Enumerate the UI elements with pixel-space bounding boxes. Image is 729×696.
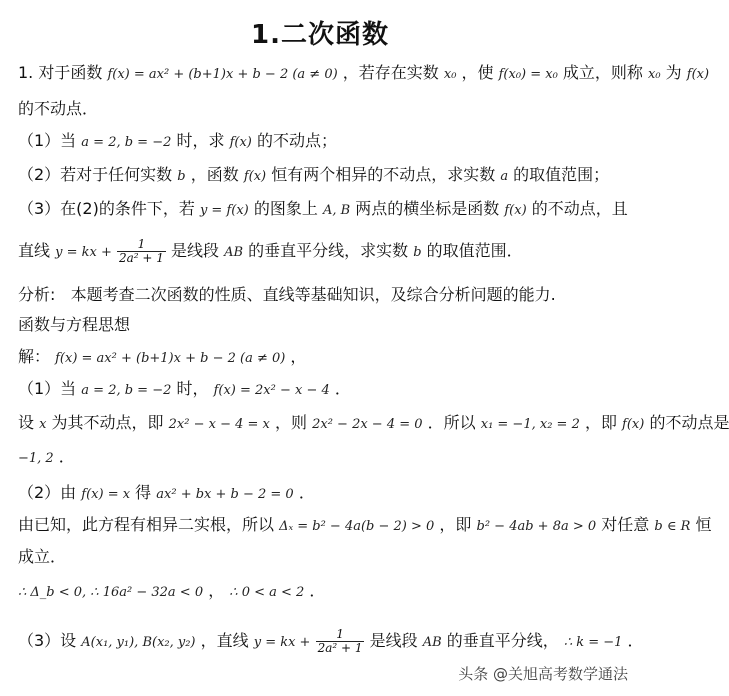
text: ，直线	[200, 631, 249, 650]
problem-line-1	[18, 62, 710, 86]
text: 恒	[695, 515, 712, 534]
formula: ∴ Δ_b < 0, ∴ 16a² − 32a < 0	[18, 585, 204, 600]
fraction-denominator: 2a² + 1	[317, 641, 363, 655]
formula: f(x)	[243, 169, 267, 184]
formula: ∴ k = −1	[563, 635, 623, 650]
text: ，	[208, 581, 225, 600]
formula: y = kx +	[55, 245, 112, 260]
solution-8	[18, 627, 644, 655]
analysis-text: 本题考查二次函数的性质、直线等基础知识，及综合分析问题的能力.	[70, 285, 556, 304]
formula: b	[177, 169, 186, 184]
solution-6	[18, 546, 632, 568]
text: ，使	[461, 63, 494, 82]
formula: f(x) = ax² + (b+1)x + b − 2 (a ≠ 0)	[55, 351, 286, 366]
solution-2	[18, 412, 729, 436]
text: ．所以	[427, 413, 476, 432]
text: 时，	[176, 379, 209, 398]
text: 两点的横坐标是函数	[355, 199, 500, 218]
watermark: 头条 @关旭高考数学通法	[458, 665, 628, 683]
text: 是线段	[369, 631, 418, 650]
text: 的不动点是	[649, 413, 729, 432]
formula: y = kx +	[253, 635, 311, 650]
text: ．	[58, 447, 75, 466]
formula: f(x) = x	[81, 487, 131, 502]
formula: f(x)	[686, 67, 710, 82]
text: ，	[290, 347, 307, 366]
formula: a = 2, b = −2	[81, 135, 172, 150]
formula: a = 2, b = −2	[81, 383, 172, 398]
text: 1. 对于函数	[18, 63, 103, 82]
text: 的垂直平分线，求实数	[248, 241, 409, 260]
solution-5	[18, 514, 712, 538]
text: 的不动点．	[18, 99, 99, 118]
text: 成立，则称	[562, 63, 643, 82]
formula: AB	[422, 635, 442, 650]
formula: ax² + bx + b − 2 = 0	[156, 487, 294, 502]
formula: f(x₀) = x₀	[498, 67, 558, 82]
problem-line-2	[18, 98, 632, 120]
text: 的不动点；	[256, 131, 337, 150]
question-2	[18, 164, 632, 188]
text: （1）当	[18, 379, 77, 398]
text: 得	[135, 483, 152, 502]
text: 成立．	[18, 547, 67, 566]
formula: y = f(x)	[199, 203, 249, 218]
text: 函数与方程思想	[18, 315, 131, 334]
text: （2）由	[18, 483, 77, 502]
question-3	[18, 198, 632, 222]
solution-7	[18, 580, 632, 604]
fraction-denominator: 2a² + 1	[118, 251, 164, 265]
text: 设	[18, 413, 35, 432]
formula: A, B	[322, 203, 351, 218]
text: 的取值范围．	[426, 241, 523, 260]
page-title: 1.二次函数	[251, 20, 389, 50]
text: 为	[665, 63, 682, 82]
text: ，函数	[190, 165, 239, 184]
text: 的取值范围；	[513, 165, 610, 184]
analysis-idea	[18, 314, 632, 336]
text: ，即	[439, 515, 472, 534]
fraction-numerator: 1	[316, 628, 365, 642]
text: （3）设	[18, 631, 77, 650]
analysis-line	[18, 284, 632, 306]
formula: AB	[224, 245, 244, 260]
fraction	[117, 238, 166, 265]
formula: 2x² − x − 4 = x	[168, 417, 270, 432]
formula: −1, 2	[18, 451, 54, 466]
text: 解：	[18, 347, 51, 366]
formula: 2x² − 2x − 4 = 0	[312, 417, 423, 432]
question-3-cont	[18, 238, 632, 265]
question-1	[18, 130, 632, 154]
text: （2）若对于任何实数	[18, 165, 173, 184]
text: ．	[334, 379, 351, 398]
formula: x₁ = −1, x₂ = 2	[480, 417, 580, 432]
text: 的不动点，且	[531, 199, 628, 218]
text: ．	[627, 631, 644, 650]
text: 时，求	[176, 131, 225, 150]
formula: x₀	[648, 67, 661, 82]
text: ．	[298, 483, 315, 502]
formula: f(x)	[622, 417, 645, 432]
text: （1）当	[18, 131, 77, 150]
formula: Δₓ = b² − 4a(b − 2) > 0	[279, 519, 435, 534]
analysis-label: 分析:	[18, 285, 56, 304]
solution-3	[18, 446, 632, 470]
text: ，若存在实数	[342, 63, 439, 82]
text: ，即	[584, 413, 617, 432]
text: 恒有两个相异的不动点，求实数	[271, 165, 496, 184]
formula: b² − 4ab + 8a > 0	[476, 519, 597, 534]
text: 对任意	[601, 515, 650, 534]
solution-4	[18, 482, 632, 506]
solution-intro	[18, 346, 632, 370]
formula: b	[413, 245, 422, 260]
formula: f(x) = ax² + (b+1)x + b − 2 (a ≠ 0)	[107, 67, 338, 82]
text: 直线	[18, 241, 51, 260]
fraction-numerator: 1	[117, 238, 166, 252]
text: 的垂直平分线，	[446, 631, 559, 650]
formula: x₀	[443, 67, 457, 82]
formula: A(x₁, y₁), B(x₂, y₂)	[81, 635, 196, 650]
text: 为其不动点，即	[51, 413, 164, 432]
solution-1	[18, 378, 632, 402]
text: 的图象上	[253, 199, 318, 218]
formula: ∴ 0 < a < 2	[229, 585, 305, 600]
text: 是线段	[170, 241, 219, 260]
text: ，则	[274, 413, 307, 432]
formula: x	[39, 417, 47, 432]
formula: b ∈ R	[654, 519, 691, 534]
text: （3）在(2)的条件下，若	[18, 199, 195, 218]
text: ．	[309, 581, 326, 600]
formula: a	[500, 169, 509, 184]
formula: f(x) = 2x² − x − 4	[213, 383, 330, 398]
formula: f(x)	[229, 135, 252, 150]
fraction	[316, 628, 365, 655]
text: 由已知，此方程有相异二实根，所以	[18, 515, 275, 534]
formula: f(x)	[504, 203, 527, 218]
